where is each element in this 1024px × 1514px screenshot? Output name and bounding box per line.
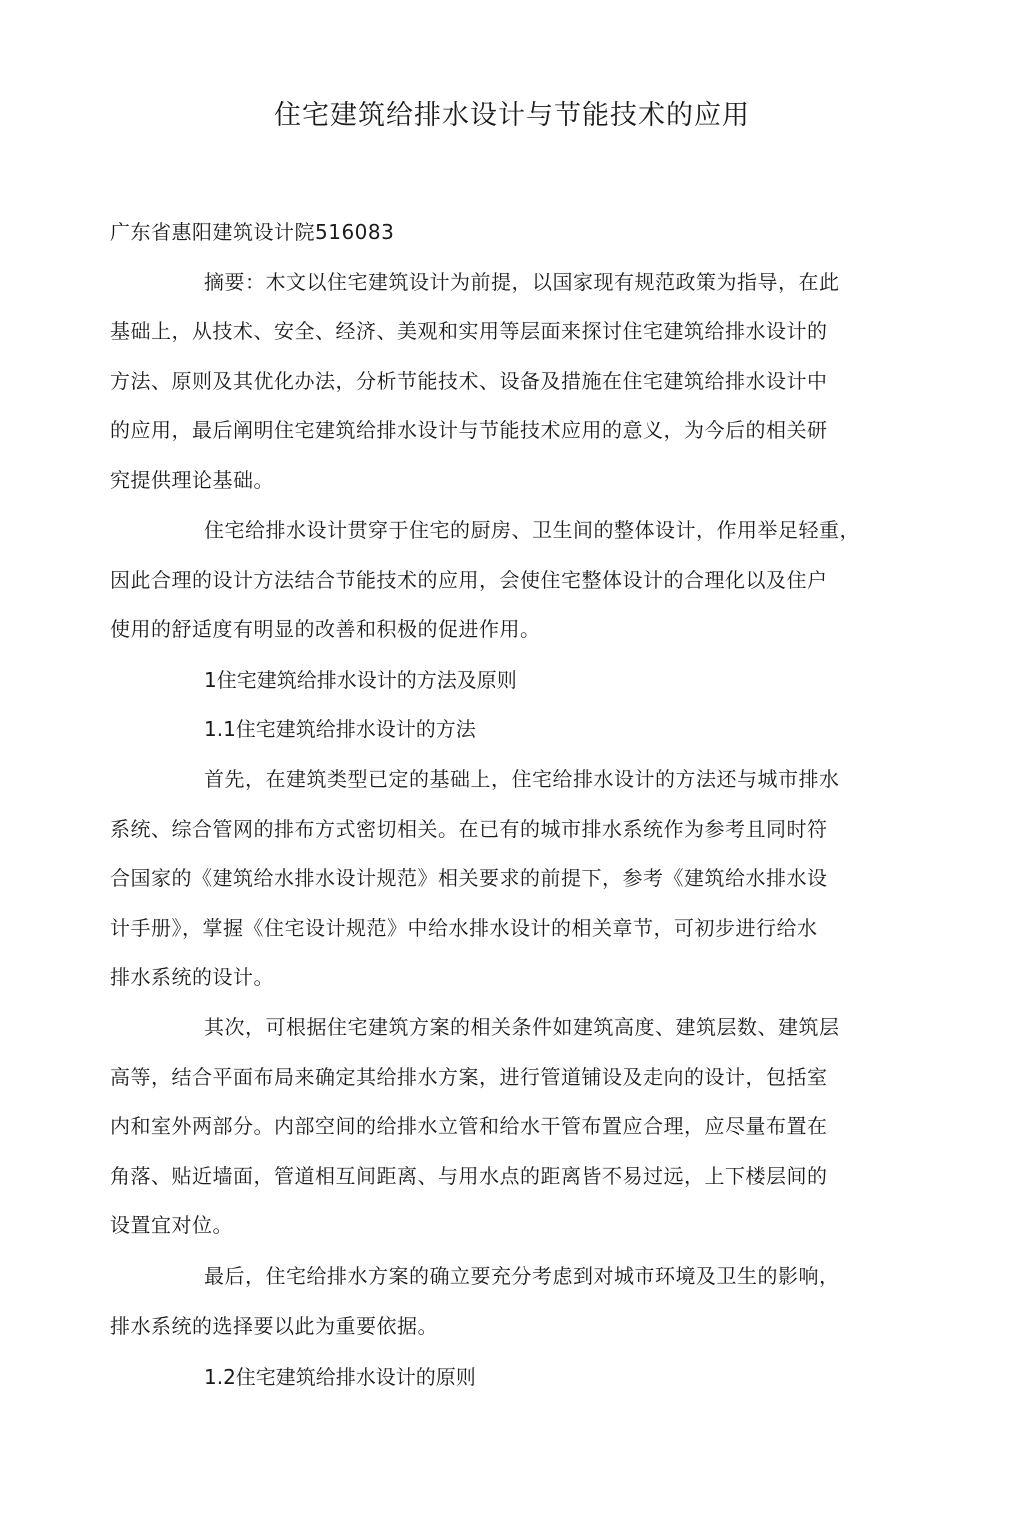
- paragraph-line: 排水系统的选择要以此为重要依据。: [110, 1314, 438, 1338]
- paragraph-line: 系统、综合管网的排布方式密切相关。在已有的城市排水系统作为参考且同时符: [110, 817, 828, 841]
- paragraph-line: 排水系统的设计。: [110, 965, 274, 989]
- section-heading: 1住宅建筑给排水设计的方法及原则: [204, 668, 517, 692]
- paragraph-line: 高等，结合平面布局来确定其给排水方案，进行管道铺设及走向的设计，包括室: [110, 1065, 828, 1089]
- subsection-heading: 1.2住宅建筑给排水设计的原则: [204, 1365, 476, 1389]
- paragraph-line: 合国家的《建筑给水排水设计规范》相关要求的前提下，参考《建筑给水排水设: [110, 866, 828, 890]
- abstract-line: 摘要：木文以住宅建筑设计为前提，以国家现有规范政策为指导，在此: [204, 270, 840, 294]
- intro-line: 使用的舒适度有明显的改善和积极的促进作用。: [110, 617, 541, 641]
- paragraph-line: 角落、贴近墙面，管道相互间距离、与用水点的距离皆不易过远，上下楼层间的: [110, 1164, 828, 1188]
- paragraph-line: 首先，在建筑类型已定的基础上，住宅给排水设计的方法还与城市排水: [204, 767, 840, 791]
- abstract-line: 方法、原则及其优化办法，分析节能技术、设备及措施在住宅建筑给排水设计中: [110, 369, 828, 393]
- intro-line: 因此合理的设计方法结合节能技术的应用，会使住宅整体设计的合理化以及住户: [110, 568, 828, 592]
- abstract-line: 的应用，最后阐明住宅建筑给排水设计与节能技术应用的意义，为今后的相关研: [110, 418, 828, 442]
- author-affiliation: 广东省惠阳建筑设计院516083: [110, 220, 395, 244]
- paragraph-line: 内和室外两部分。内部空间的给排水立管和给水干管布置应合理，应尽量布置在: [110, 1114, 828, 1138]
- intro-line: 住宅给排水设计贯穿于住宅的厨房、卫生间的整体设计，作用举足轻重，: [204, 518, 860, 542]
- paragraph-line: 其次，可根据住宅建筑方案的相关条件如建筑高度、建筑层数、建筑层: [204, 1015, 840, 1039]
- paragraph-line: 最后，住宅给排水方案的确立要充分考虑到对城市环境及卫生的影响，: [204, 1264, 840, 1288]
- subsection-heading: 1.1住宅建筑给排水设计的方法: [204, 717, 476, 741]
- document-title: 住宅建筑给排水设计与节能技术的应用: [274, 100, 750, 131]
- abstract-line: 究提供理论基础。: [110, 468, 274, 492]
- paragraph-line: 计手册》，掌握《住宅设计规范》中给水排水设计的相关章节，可初步进行给水: [110, 916, 818, 940]
- abstract-line: 基础上，从技术、安全、经济、美观和实用等层面来探讨住宅建筑给排水设计的: [110, 319, 828, 343]
- paragraph-line: 设置宜对位。: [110, 1213, 233, 1237]
